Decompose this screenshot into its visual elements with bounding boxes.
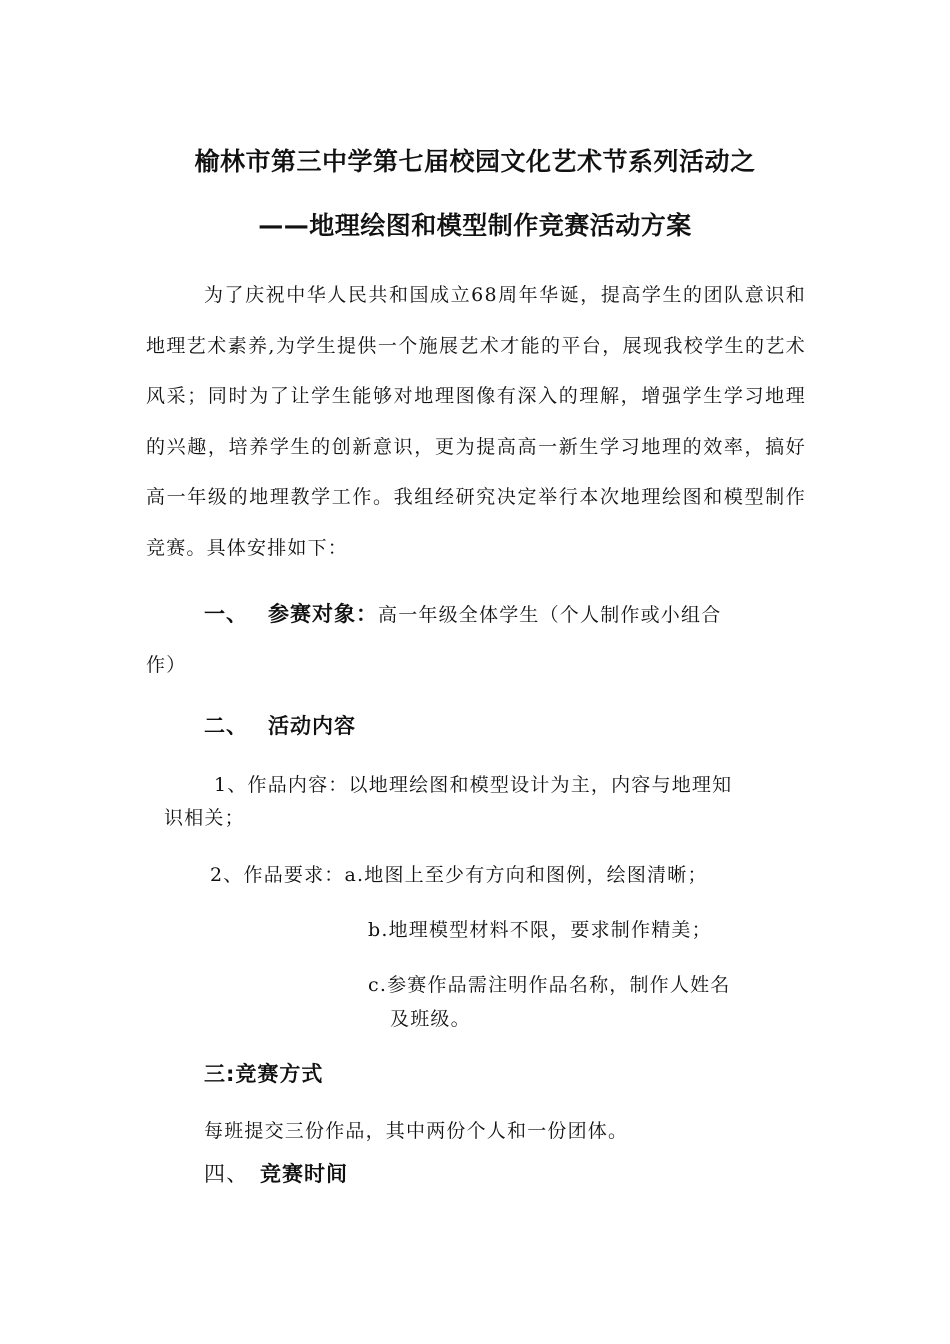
section-1-text-continued: 作） bbox=[146, 654, 187, 676]
section-4-heading-row bbox=[204, 1158, 348, 1188]
section-3-text: 每班提交三份作品，其中两份个人和一份团体。 bbox=[204, 1120, 629, 1142]
content-item-2-c-continued: 及班级。 bbox=[390, 1008, 471, 1030]
section-1-number: 一、 bbox=[204, 602, 248, 626]
content-item-2-b: b.地理模型材料不限，要求制作精美； bbox=[368, 919, 712, 941]
section-4-number: 四、 bbox=[204, 1162, 249, 1186]
section-1-heading-row bbox=[204, 598, 721, 628]
content-item-2-a: 2、作品要求：a.地图上至少有方向和图例，绘图清晰； bbox=[210, 864, 708, 886]
section-2-heading-row bbox=[204, 710, 356, 740]
content-item-1: 1、作品内容：以地理绘图和模型设计为主，内容与地理知 bbox=[214, 774, 733, 796]
section-2-number: 二、 bbox=[204, 714, 248, 738]
section-2-heading: 活动内容 bbox=[268, 714, 356, 738]
section-4-heading: 竞赛时间 bbox=[260, 1162, 348, 1186]
content-item-1-continued: 识相关； bbox=[164, 807, 245, 829]
document-title-line-2: ——地理绘图和模型制作竞赛活动方案 bbox=[258, 211, 692, 240]
section-1-heading: 参赛对象： bbox=[268, 602, 378, 626]
document-title-line-1: 榆林市第三中学第七届校园文化艺术节系列活动之 bbox=[194, 147, 756, 176]
content-item-2-c: c.参赛作品需注明作品名称，制作人姓名 bbox=[368, 974, 731, 996]
intro-paragraph: 为了庆祝中华人民共和国成立68周年华诞，提高学生的团队意识和地理艺术素养,为学生提供一个施展艺术才能的平台，展现我校学生的艺术风采；同时为了让学生能够对地理图像有深入的理解，增强学生学习地理的兴趣，培养学生的创新意识，更为提高高一新生学习地理的效率，搞好高一年级的地理教学工作。我组经研究决定举行本次地理绘图和模型制作竞赛。具体安排如下： bbox=[146, 284, 806, 559]
section-3-heading: 三:竞赛方式 bbox=[204, 1062, 324, 1086]
section-1-text: 高一年级全体学生（个人制作或小组合 bbox=[378, 604, 722, 626]
